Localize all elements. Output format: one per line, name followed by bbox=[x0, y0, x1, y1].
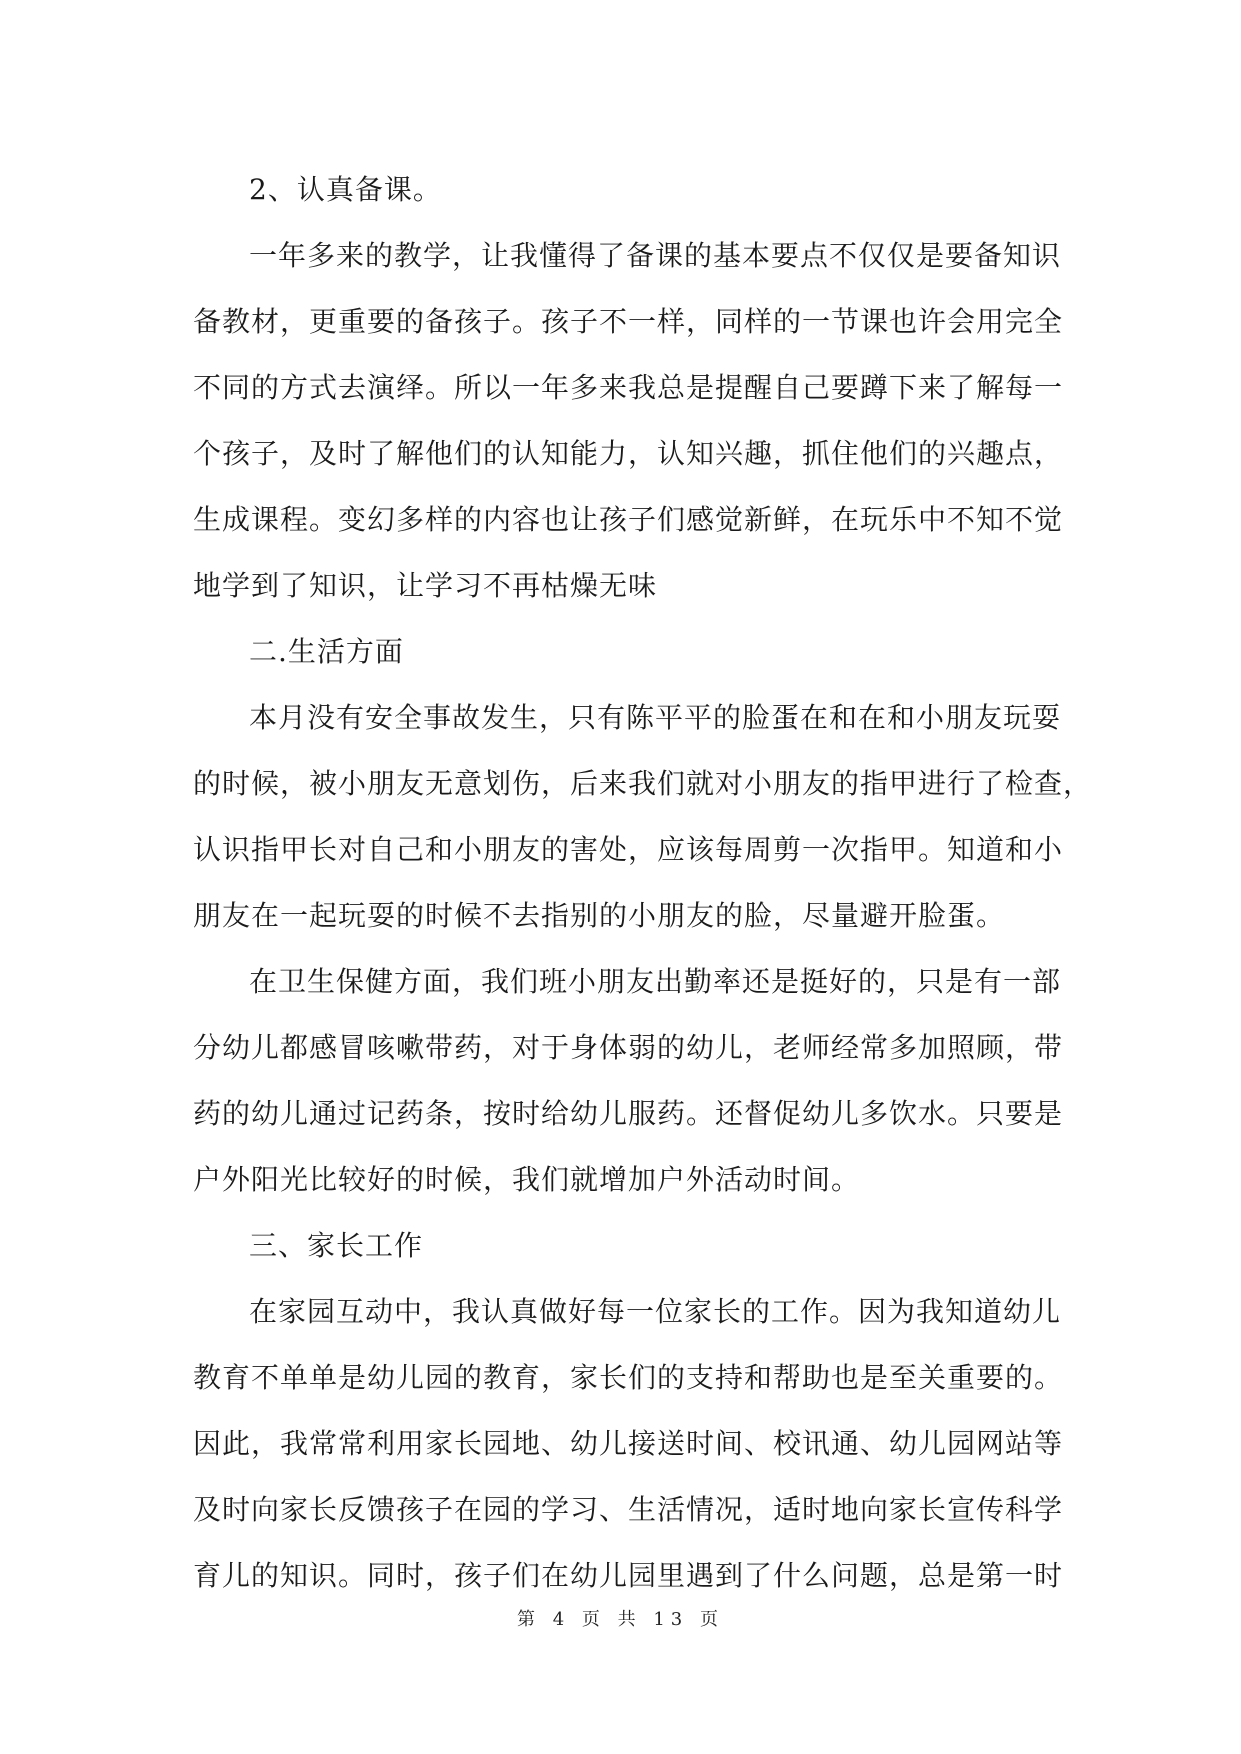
text-line: 不同的方式去演绎。所以一年多来我总是提醒自己要蹲下来了解每一 bbox=[193, 371, 1064, 404]
paragraph bbox=[193, 1279, 1064, 1609]
paragraph bbox=[193, 685, 1093, 949]
text-line: 药的幼儿通过记药条，按时给幼儿服药。还督促幼儿多饮水。只要是 bbox=[193, 1097, 1064, 1130]
text-line: 2、认真备课。 bbox=[249, 173, 442, 206]
text-line: 育儿的知识。同时，孩子们在幼儿园里遇到了什么问题，总是第一时 bbox=[193, 1559, 1064, 1592]
text-line: 及时向家长反馈孩子在园的学习、生活情况，适时地向家长宣传科学 bbox=[193, 1493, 1064, 1526]
text-line: 生成课程。变幻多样的内容也让孩子们感觉新鲜，在玩乐中不知不觉 bbox=[193, 503, 1064, 536]
text-line: 二.生活方面 bbox=[249, 635, 404, 668]
text-line: 朋友在一起玩耍的时候不去指别的小朋友的脸，尽量避开脸蛋。 bbox=[193, 899, 1006, 932]
text-line: 在卫生保健方面，我们班小朋友出勤率还是挺好的，只是有一部 bbox=[249, 965, 1062, 998]
text-line: 地学到了知识，让学习不再枯燥无味 bbox=[193, 569, 658, 602]
section-heading bbox=[193, 157, 1055, 223]
page-number-footer: 第 4 页 共 13 页 bbox=[517, 1609, 724, 1630]
text-line: 认识指甲长对自己和小朋友的害处，应该每周剪一次指甲。知道和小 bbox=[193, 833, 1064, 866]
text-line: 备教材，更重要的备孩子。孩子不一样，同样的一节课也许会用完全 bbox=[193, 305, 1064, 338]
paragraph bbox=[193, 949, 1064, 1213]
text-line: 一年多来的教学，让我懂得了备课的基本要点不仅仅是要备知识 bbox=[249, 239, 1062, 272]
text-line: 教育不单单是幼儿园的教育，家长们的支持和帮助也是至关重要的。 bbox=[193, 1361, 1064, 1394]
text-line: 本月没有安全事故发生，只有陈平平的脸蛋在和在和小朋友玩耍 bbox=[249, 701, 1062, 734]
paragraph bbox=[193, 223, 1064, 619]
text-line: 因此，我常常利用家长园地、幼儿接送时间、校讯通、幼儿园网站等 bbox=[193, 1427, 1064, 1460]
text-line: 三、家长工作 bbox=[249, 1229, 424, 1262]
section-heading bbox=[193, 619, 1055, 685]
document-body bbox=[193, 157, 1093, 1609]
text-line: 户外阳光比较好的时候，我们就增加户外活动时间。 bbox=[193, 1163, 861, 1196]
text-line: 的时候，被小朋友无意划伤，后来我们就对小朋友的指甲进行了检查， bbox=[193, 767, 1093, 800]
text-line: 在家园互动中，我认真做好每一位家长的工作。因为我知道幼儿 bbox=[249, 1295, 1062, 1328]
text-line: 个孩子，及时了解他们的认知能力，认知兴趣，抓住他们的兴趣点， bbox=[193, 437, 1064, 470]
section-heading bbox=[193, 1213, 1055, 1279]
text-line: 分幼儿都感冒咳嗽带药，对于身体弱的幼儿，老师经常多加照顾，带 bbox=[193, 1031, 1064, 1064]
